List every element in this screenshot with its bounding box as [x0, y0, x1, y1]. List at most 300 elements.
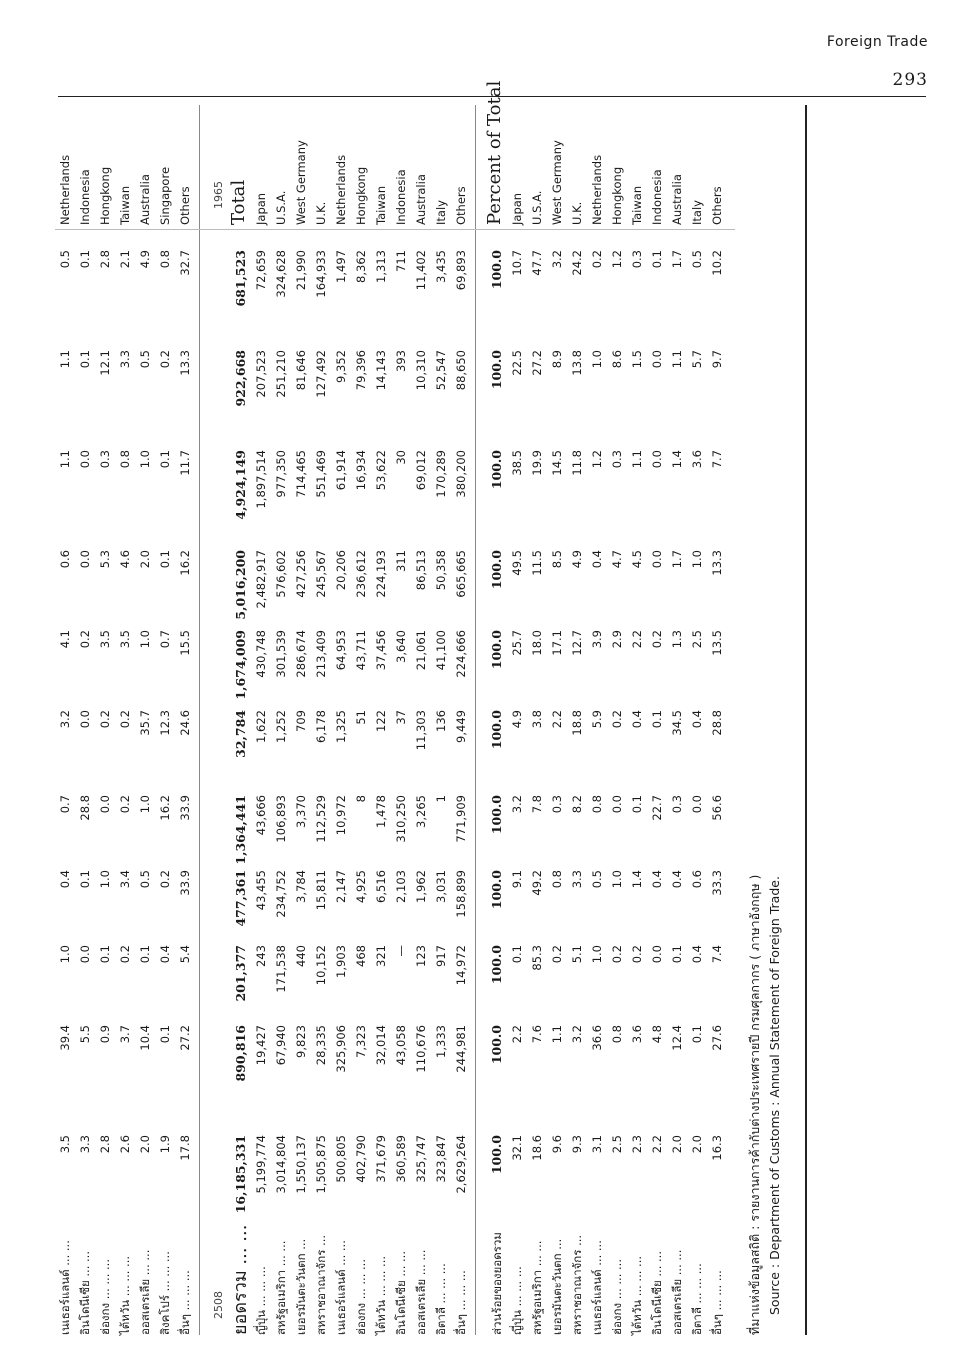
table-cell: 33.3	[710, 870, 724, 896]
row-label-en: U.S.A.	[274, 190, 288, 225]
table-cell: 69,893	[454, 250, 468, 291]
table-cell: 2.0	[690, 1135, 704, 1154]
table-cell: 15.5	[178, 630, 192, 656]
table-cell: 61,914	[334, 450, 348, 491]
row-label-en: Indonesia	[78, 169, 92, 225]
table-cell: 12.7	[570, 630, 584, 656]
year-thai: 2508	[212, 1291, 225, 1319]
table-cell: 0.0	[650, 350, 664, 369]
table-cell: 1.1	[58, 450, 72, 469]
table-cell: 37,456	[374, 630, 388, 671]
table-cell: 112,529	[314, 795, 328, 843]
table-cell: 49.5	[510, 550, 524, 576]
table-cell: 28.8	[78, 795, 92, 821]
table-cell: 43,711	[354, 630, 368, 671]
row-label-thai: เยอรมันตะวันตก ...	[294, 1238, 308, 1335]
table-cell: 0.2	[78, 630, 92, 649]
table-cell: 110,676	[414, 1025, 428, 1073]
table-cell: 1.0	[98, 870, 112, 889]
table-cell: 12.3	[158, 710, 172, 736]
row-label-thai: ยอดรวม ... ...	[230, 1224, 251, 1335]
table-cell: 4,925	[354, 870, 368, 903]
table-cell: 9.1	[510, 870, 524, 889]
table-cell: 17.8	[178, 1135, 192, 1161]
row-label-en: Others	[454, 186, 468, 225]
table-cell: 127,492	[314, 350, 328, 398]
table-cell: 16,934	[354, 450, 368, 491]
table-cell: 0.1	[690, 1025, 704, 1044]
table-cell: 1,550,137	[294, 1135, 308, 1194]
table-cell: 43,455	[254, 870, 268, 911]
table-cell: 0.1	[630, 795, 644, 814]
table-cell: 0.2	[158, 870, 172, 889]
table-cell: 2.9	[610, 630, 624, 649]
table-cell: 1,962	[414, 870, 428, 903]
table-cell: 0.1	[78, 250, 92, 269]
page-number: 293	[892, 70, 928, 90]
table-cell: 0.0	[78, 710, 92, 729]
table-cell: 51	[354, 710, 368, 725]
table-cell: 10.7	[510, 250, 524, 276]
table-cell: 69,012	[414, 450, 428, 491]
table-cell: 2.8	[98, 250, 112, 269]
table-cell: 17.1	[550, 630, 564, 656]
table-cell: 1.0	[690, 550, 704, 569]
table-cell: 49.2	[530, 870, 544, 896]
table-cell: 0.0	[650, 945, 664, 964]
table-cell: 0.2	[610, 945, 624, 964]
table-cell: 7.6	[530, 1025, 544, 1044]
table-cell: 711	[394, 250, 408, 272]
table-cell: 170,289	[434, 450, 448, 498]
table-cell: 323,847	[434, 1135, 448, 1183]
table-cell: 10,310	[414, 350, 428, 391]
total-cell: 1,364,441	[233, 795, 248, 865]
row-label-thai: อื่นๆ ... ... ...	[710, 1270, 724, 1335]
total-cell: 100.0	[489, 630, 504, 670]
table-cell: 0.0	[78, 450, 92, 469]
source-en: Source : Department of Customs : Annual Statement of Foreign Trade.	[767, 876, 782, 1315]
table-cell: 1.0	[58, 945, 72, 964]
table-cell: 251,210	[274, 350, 288, 398]
table-cell: 15,811	[314, 870, 328, 911]
table-cell: 3.2	[510, 795, 524, 814]
table-cell: 0.2	[590, 250, 604, 269]
table-cell: 2.8	[98, 1135, 112, 1154]
table-cell: 2.5	[690, 630, 704, 649]
table-cell: 0.2	[118, 945, 132, 964]
table-cell: 64,953	[334, 630, 348, 671]
table-cell: 0.2	[630, 945, 644, 964]
table-cell: 164,933	[314, 250, 328, 298]
table-cell: 0.4	[670, 870, 684, 889]
table-cell: 32.1	[510, 1135, 524, 1161]
table-cell: 11.8	[570, 450, 584, 476]
table-cell: 2.0	[138, 550, 152, 569]
table-cell: 234,752	[274, 870, 288, 918]
table-cell: 3.5	[118, 630, 132, 649]
table-cell: 6,516	[374, 870, 388, 903]
table-cell: 3,784	[294, 870, 308, 903]
table-cell: 11.5	[530, 550, 544, 576]
table-cell: 5.4	[178, 945, 192, 964]
table-cell: 709	[294, 710, 308, 732]
table-cell: 500,805	[334, 1135, 348, 1183]
row-label-en: Netherlands	[590, 154, 604, 225]
table-cell: 714,465	[294, 450, 308, 498]
table-cell: 1.4	[630, 870, 644, 889]
row-label-en: Italy	[690, 200, 704, 225]
table-cell: 21,990	[294, 250, 308, 291]
table-cell: 27.2	[530, 350, 544, 376]
table-cell: 243	[254, 945, 268, 967]
table-cell: 10.4	[138, 1025, 152, 1051]
table-cell: 8	[354, 795, 368, 803]
table-cell: 3.2	[570, 1025, 584, 1044]
table-cell: 1	[434, 795, 448, 803]
table-cell: 2,629,264	[454, 1135, 468, 1194]
table-cell: 16.3	[710, 1135, 724, 1161]
table-cell: 0.8	[590, 795, 604, 814]
table-cell: 0.3	[670, 795, 684, 814]
table-cell: 11.7	[178, 450, 192, 476]
total-cell: 5,016,200	[233, 550, 248, 620]
rotated-table	[55, 80, 845, 1335]
table-cell: 2,103	[394, 870, 408, 903]
table-cell: 977,350	[274, 450, 288, 498]
table-cell: 380,200	[454, 450, 468, 498]
table-cell: 0.8	[118, 450, 132, 469]
table-cell: 0.5	[590, 870, 604, 889]
table-cell: 1,252	[274, 710, 288, 743]
row-label-thai: ส่วนร้อยของยอดรวม	[490, 1232, 504, 1335]
table-cell: 360,589	[394, 1135, 408, 1183]
table-cell: 1,505,875	[314, 1135, 328, 1194]
table-cell: 3.6	[690, 450, 704, 469]
table-cell: 0.7	[158, 630, 172, 649]
table-cell: 0.0	[690, 795, 704, 814]
table-cell: 21,061	[414, 630, 428, 671]
table-cell: 1.9	[158, 1135, 172, 1154]
table-cell: 0.1	[510, 945, 524, 964]
table-cell: 14,143	[374, 350, 388, 391]
row-label-en: Netherlands	[334, 154, 348, 225]
table-cell: 27.6	[710, 1025, 724, 1051]
table-cell: 1,333	[434, 1025, 448, 1058]
table-cell: 0.2	[650, 630, 664, 649]
table-cell: 0.5	[58, 250, 72, 269]
table-cell: 2.6	[118, 1135, 132, 1154]
table-cell: 224,666	[454, 630, 468, 678]
table-cell: 4.5	[630, 550, 644, 569]
table-cell: 13.3	[178, 350, 192, 376]
table-cell: 18.8	[570, 710, 584, 736]
table-cell: 8.2	[570, 795, 584, 814]
row-label-en: Taiwan	[374, 185, 388, 225]
table-cell: 10.2	[710, 250, 724, 276]
table-cell: 0.1	[670, 945, 684, 964]
row-label-en: Indonesia	[394, 169, 408, 225]
table-cell: 7.7	[710, 450, 724, 469]
row-label-thai: สิงคโปร์ ... ... ...	[158, 1251, 172, 1335]
table-cell: 0.2	[118, 795, 132, 814]
table-cell: 1.1	[630, 450, 644, 469]
table-cell: 2.2	[550, 710, 564, 729]
row-label-en: U.K.	[570, 201, 584, 225]
trade-table	[55, 80, 735, 1335]
total-cell: 100.0	[489, 250, 504, 290]
table-cell: 79,396	[354, 350, 368, 391]
table-cell: 11,303	[414, 710, 428, 751]
row-label-thai: ออสเตรเลีย ... ...	[138, 1249, 152, 1335]
table-cell: 3.8	[530, 710, 544, 729]
table-cell: 19,427	[254, 1025, 268, 1066]
total-cell: 100.0	[489, 710, 504, 750]
table-cell: 3.2	[550, 250, 564, 269]
row-label-en: Hongkong	[610, 166, 624, 225]
table-cell: 286,674	[294, 630, 308, 678]
total-cell: 32,784	[233, 710, 248, 758]
table-cell: 6,178	[314, 710, 328, 743]
table-cell: 3.3	[78, 1135, 92, 1154]
percent-header-en: Percent of Total	[484, 80, 505, 225]
row-label-thai: เนเธอร์แลนด์ ... ...	[590, 1240, 604, 1335]
table-cell: 2.0	[670, 1135, 684, 1154]
row-label-en: Japan	[510, 192, 524, 225]
row-label-thai: อิตาลี ... ... ...	[434, 1263, 448, 1335]
total-cell: 922,668	[233, 350, 248, 407]
table-cell: 213,409	[314, 630, 328, 678]
table-cell: 0.4	[158, 945, 172, 964]
table-cell: 53,622	[374, 450, 388, 491]
table-cell: 5.1	[570, 945, 584, 964]
table-cell: 0.4	[690, 945, 704, 964]
table-cell: 5.9	[590, 710, 604, 729]
total-cell: 477,361	[233, 870, 248, 927]
row-label-thai: ญี่ปุ่น ... ... ...	[510, 1266, 524, 1335]
table-cell: 8.5	[550, 550, 564, 569]
table-cell: 1,903	[334, 945, 348, 978]
row-label-en: Others	[710, 186, 724, 225]
row-label-en: Netherlands	[58, 154, 72, 225]
table-cell: 18.0	[530, 630, 544, 656]
table-cell: 0.8	[158, 250, 172, 269]
table-cell: 20,206	[334, 550, 348, 591]
total-cell: 681,523	[233, 250, 248, 307]
row-label-en: Italy	[434, 200, 448, 225]
table-cell: 3.4	[118, 870, 132, 889]
total-cell: 16,185,331	[233, 1135, 248, 1214]
total-cell: 100.0	[489, 795, 504, 835]
table-cell: 0.4	[690, 710, 704, 729]
table-cell: 576,602	[274, 550, 288, 598]
table-cell: 3.3	[570, 870, 584, 889]
table-cell: 158,899	[454, 870, 468, 918]
table-cell: 25.7	[510, 630, 524, 656]
total-cell: 4,924,149	[233, 450, 248, 520]
table-cell: 0.8	[550, 870, 564, 889]
table-cell: 36.6	[590, 1025, 604, 1051]
row-label-thai: ฮ่องกง ... ... ...	[610, 1259, 624, 1335]
table-cell: 0.0	[98, 795, 112, 814]
table-cell: 9,449	[454, 710, 468, 743]
table-cell: 0.3	[550, 795, 564, 814]
table-cell: 1,622	[254, 710, 268, 743]
table-cell: 0.1	[78, 870, 92, 889]
row-label-thai: อินโดนีเซีย ... ...	[650, 1251, 664, 1335]
table-cell: 2,482,917	[254, 550, 268, 609]
table-cell: 0.5	[690, 250, 704, 269]
total-cell: 100.0	[489, 870, 504, 910]
table-cell: 27.2	[178, 1025, 192, 1051]
table-cell: 1,478	[374, 795, 388, 828]
table-cell: 0.3	[630, 250, 644, 269]
table-cell: 1.3	[670, 630, 684, 649]
table-cell: 14.5	[550, 450, 564, 476]
row-label-thai: ฮ่องกง ... ... ...	[354, 1259, 368, 1335]
table-cell: 13.5	[710, 630, 724, 656]
table-cell: 3,370	[294, 795, 308, 828]
row-label-en: U.K.	[314, 201, 328, 225]
row-label-en: Japan	[254, 192, 268, 225]
table-cell: 3.9	[590, 630, 604, 649]
table-cell: 14,972	[454, 945, 468, 986]
row-label-thai: ฮ่องกง ... ... ...	[98, 1259, 112, 1335]
total-cell: 100.0	[489, 550, 504, 590]
row-label-thai: ไต้หวัน ... ... ...	[374, 1255, 388, 1335]
table-cell: 321	[374, 945, 388, 967]
table-cell: 224,193	[374, 550, 388, 598]
row-label-thai: ไต้หวัน ... ... ...	[630, 1255, 644, 1335]
row-label-en: Indonesia	[650, 169, 664, 225]
row-label-thai: เนเธอร์แลนด์ ... ...	[334, 1240, 348, 1335]
table-cell: 2.3	[630, 1135, 644, 1154]
table-cell: 771,909	[454, 795, 468, 843]
table-cell: 3,435	[434, 250, 448, 283]
table-cell: 12.1	[98, 350, 112, 376]
total-header-en: Total	[228, 179, 249, 225]
row-label-en: Taiwan	[118, 185, 132, 225]
table-cell: 0.8	[610, 1025, 624, 1044]
table-cell: 28,335	[314, 1025, 328, 1066]
bottom-rule	[805, 105, 807, 1335]
row-label-en: Australia	[138, 174, 152, 225]
row-label-en: Hongkong	[98, 166, 112, 225]
row-label-en: Others	[178, 186, 192, 225]
total-cell: 100.0	[489, 1025, 504, 1065]
table-cell: 37	[394, 710, 408, 725]
row-label-thai: อิตาลี ... ... ...	[690, 1263, 704, 1335]
total-cell: 100.0	[489, 350, 504, 390]
table-cell: 1.0	[590, 350, 604, 369]
table-cell: 0.1	[158, 550, 172, 569]
table-cell: 665,665	[454, 550, 468, 598]
table-cell: 311	[394, 550, 408, 572]
row-label-thai: อินโดนีเซีย ... ...	[78, 1251, 92, 1335]
table-cell: 4.9	[570, 550, 584, 569]
table-cell: 19.9	[530, 450, 544, 476]
table-cell: 2,147	[334, 870, 348, 903]
table-cell: 0.9	[98, 1025, 112, 1044]
table-cell: 3.2	[58, 710, 72, 729]
row-rule	[199, 105, 200, 1335]
row-label-thai: เนเธอร์แลนด์ ... ...	[58, 1240, 72, 1335]
row-label-thai: สหรัฐอเมริกา ... ...	[530, 1240, 544, 1335]
table-cell: 8.9	[550, 350, 564, 369]
table-cell: 0.6	[58, 550, 72, 569]
table-cell: 4.8	[650, 1025, 664, 1044]
total-cell: 100.0	[489, 1135, 504, 1175]
column-rule	[55, 229, 735, 230]
row-label-thai: สหราชอาณาจักร ...	[570, 1234, 584, 1335]
table-cell: 72,659	[254, 250, 268, 291]
table-cell: 38.5	[510, 450, 524, 476]
table-cell: 52,547	[434, 350, 448, 391]
table-cell: 33.9	[178, 870, 192, 896]
table-cell: 0.7	[58, 795, 72, 814]
table-cell: 16.2	[158, 795, 172, 821]
row-label-thai: อื่นๆ ... ... ...	[454, 1270, 468, 1335]
table-cell: 1.0	[138, 795, 152, 814]
table-cell: 427,256	[294, 550, 308, 598]
table-cell: 0.4	[590, 550, 604, 569]
source-thai: ที่มาแห่งข้อมูลสถิติ : รายงานการค้ากับต่างประเทศรายปี กรมศุลกากร ( ภาษาอังกฤษ )	[747, 874, 762, 1335]
table-cell: 67,940	[274, 1025, 288, 1066]
table-cell: 85.3	[530, 945, 544, 971]
total-cell: 890,816	[233, 1025, 248, 1082]
table-cell: 1.7	[670, 550, 684, 569]
table-cell: 0.1	[650, 710, 664, 729]
table-cell: 0.2	[118, 710, 132, 729]
table-cell: 18.6	[530, 1135, 544, 1161]
table-cell: 301,539	[274, 630, 288, 678]
table-cell: 245,567	[314, 550, 328, 598]
table-cell: 1.2	[590, 450, 604, 469]
table-cell: 0.0	[610, 795, 624, 814]
table-cell: 9,352	[334, 350, 348, 383]
row-label-en: Taiwan	[630, 185, 644, 225]
table-cell: 5.7	[690, 350, 704, 369]
table-cell: 81,646	[294, 350, 308, 391]
table-cell: 10,972	[334, 795, 348, 836]
table-cell: 1.0	[590, 945, 604, 964]
table-cell: 8,362	[354, 250, 368, 283]
table-cell: 4.6	[118, 550, 132, 569]
table-cell: 0.0	[78, 945, 92, 964]
table-cell: —	[394, 945, 408, 957]
table-cell: 47.7	[530, 250, 544, 276]
table-cell: 0.1	[98, 945, 112, 964]
table-cell: 9.6	[550, 1135, 564, 1154]
table-cell: 917	[434, 945, 448, 967]
table-cell: 2.2	[650, 1135, 664, 1154]
table-cell: 207,523	[254, 350, 268, 398]
table-cell: 35.7	[138, 710, 152, 736]
row-label-en: Hongkong	[354, 166, 368, 225]
table-cell: 2.2	[630, 630, 644, 649]
row-label-thai: ออสเตรเลีย ... ...	[670, 1249, 684, 1335]
table-cell: 3.5	[98, 630, 112, 649]
table-cell: 0.4	[650, 870, 664, 889]
table-cell: 122	[374, 710, 388, 732]
row-label-en: U.S.A.	[530, 190, 544, 225]
table-cell: 3,031	[434, 870, 448, 903]
table-cell: 1,325	[334, 710, 348, 743]
table-cell: 236,612	[354, 550, 368, 598]
table-cell: 13.8	[570, 350, 584, 376]
table-cell: 0.3	[98, 450, 112, 469]
table-cell: 1,897,514	[254, 450, 268, 509]
